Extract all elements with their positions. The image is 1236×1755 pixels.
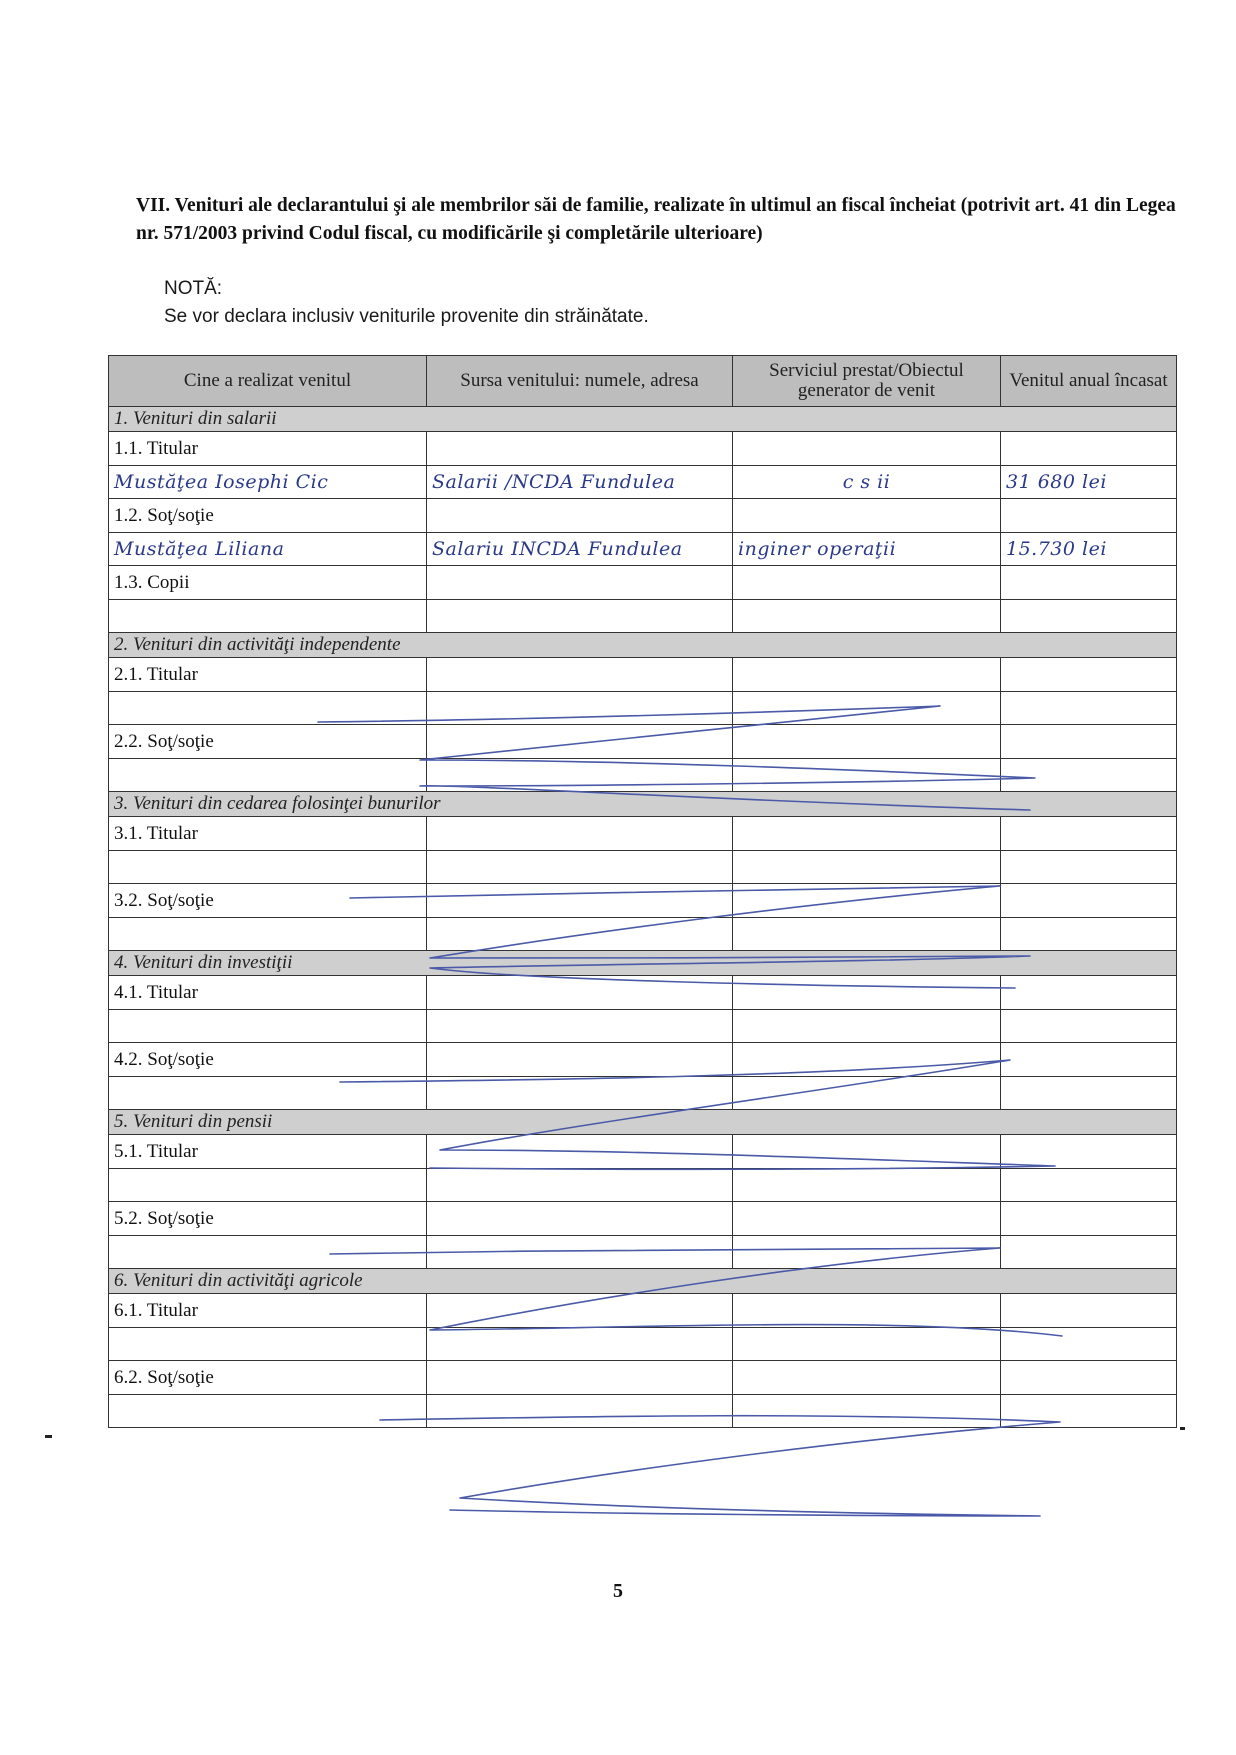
entry-who: Mustăţea Iosephi Cic [109,466,427,499]
table-row-empty [109,759,1177,792]
entry-source: Salariu INCDA Fundulea [427,533,733,566]
table-row [109,1294,1177,1328]
header-amount: Venitul anual încasat [1001,356,1177,407]
table-row [109,725,1177,759]
header-source: Sursa venitului: numele, adresa [427,356,733,407]
category-row [109,1269,1177,1294]
entry-service: c s ii [733,466,1001,499]
entry-source: Salarii /NCDA Fundulea [427,466,733,499]
category-title: 2. Venituri din activităţi independente [109,633,1177,658]
table-row-entry [109,466,1177,499]
row-label: 6.1. Titular [109,1294,427,1328]
table-row [109,1043,1177,1077]
table-row-empty [109,1236,1177,1269]
category-title: 5. Venituri din pensii [109,1110,1177,1135]
income-table [108,355,1177,1428]
row-label: 2.2. Soţ/soţie [109,725,427,759]
table-row [109,1135,1177,1169]
category-row [109,407,1177,432]
row-label: 1.1. Titular [109,432,427,466]
nota-label: NOTĂ: [164,278,223,299]
category-title: 6. Venituri din activităţi agricole [109,1269,1177,1294]
table-row [109,566,1177,600]
entry-service: inginer operaţii [733,533,1001,566]
row-label: 3.2. Soţ/soţie [109,884,427,918]
page-number: 5 [613,1580,623,1602]
table-row-empty [109,1169,1177,1202]
row-label: 1.2. Soţ/soţie [109,499,427,533]
nota-text: Se vor declara inclusiv veniturile provenite din străinătate. [164,306,649,327]
table-row-entry [109,533,1177,566]
row-label: 4.2. Soţ/soţie [109,1043,427,1077]
category-title: 4. Venituri din investiţii [109,951,1177,976]
scribble-cat-6 [380,1416,1060,1516]
category-title: 1. Venituri din salarii [109,407,1177,432]
scan-speck [1180,1427,1185,1430]
scan-speck [45,1435,52,1438]
row-label: 5.2. Soţ/soţie [109,1202,427,1236]
entry-who: Mustăţea Liliana [109,533,427,566]
entry-amount: 15.730 lei [1001,533,1177,566]
table-row [109,976,1177,1010]
header-service: Serviciul prestat/Obiectul generator de venit [733,356,1001,407]
entry-amount: 31 680 lei [1001,466,1177,499]
section-title: VII. Venituri ale declarantului şi ale membrilor săi de familie, realizate în ultimul an fiscal încheiat (potrivit art. 41 din Legea nr. 571/2003 privind Codul fiscal, cu modificările şi completările ulterioare) [136,195,1176,244]
table-header-row [109,356,1177,407]
table-row-empty [109,1395,1177,1428]
category-title: 3. Venituri din cedarea folosinţei bunurilor [109,792,1177,817]
table-row [109,817,1177,851]
table-row-empty [109,692,1177,725]
category-row [109,951,1177,976]
table-row [109,884,1177,918]
table-row [109,432,1177,466]
category-row [109,1110,1177,1135]
table-row-empty [109,851,1177,884]
row-label: 1.3. Copii [109,566,427,600]
row-label: 4.1. Titular [109,976,427,1010]
row-label: 6.2. Soţ/soţie [109,1361,427,1395]
table-row-empty [109,600,1177,633]
category-row [109,792,1177,817]
row-label: 3.1. Titular [109,817,427,851]
category-row [109,633,1177,658]
table-row [109,658,1177,692]
table-row [109,1361,1177,1395]
table-row-empty [109,1077,1177,1110]
header-who: Cine a realizat venitul [109,356,427,407]
table-row-empty [109,1328,1177,1361]
table-row [109,499,1177,533]
row-label: 5.1. Titular [109,1135,427,1169]
table-row-empty [109,918,1177,951]
table-row [109,1202,1177,1236]
table-row-empty [109,1010,1177,1043]
row-label: 2.1. Titular [109,658,427,692]
